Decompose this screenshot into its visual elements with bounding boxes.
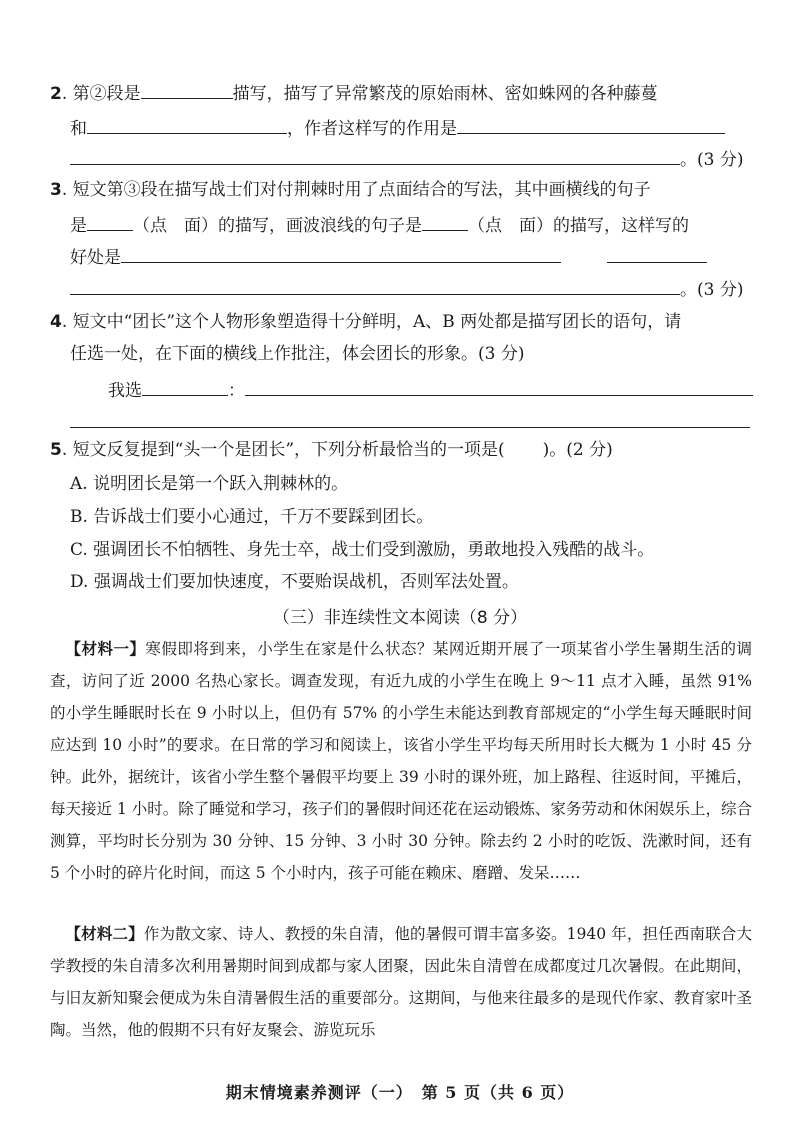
q5-option-a[interactable]: A. 说明团长是第一个跃入荆棘林的。 xyxy=(70,474,349,494)
q3-blank-5[interactable] xyxy=(70,276,680,295)
q5-number: 5 xyxy=(50,440,62,460)
q3-blank-1[interactable] xyxy=(87,212,133,231)
q2-number: 2 xyxy=(50,84,62,104)
q4-choice-blank[interactable] xyxy=(142,377,228,396)
q5-option-d[interactable]: D. 强调战士们要加快速度，不要贻误战机，否则军法处置。 xyxy=(70,572,519,592)
q3-blank-3[interactable] xyxy=(121,244,561,263)
q2-blank-2[interactable] xyxy=(87,115,287,134)
q3-line-4: 。(3 分) xyxy=(70,276,760,302)
q3-blank-2[interactable] xyxy=(422,212,468,231)
q2-line-2: 和 ，作者这样写的作用是 xyxy=(70,115,760,141)
q3-line-1: 3. 短文第③段在描写战士们对付荆棘时用了点面结合的写法，其中画横线的句子 xyxy=(50,180,651,200)
q5-option-b[interactable]: B. 告诉战士们要小心通过，千万不要踩到团长。 xyxy=(70,507,434,527)
material-2-text: 作为散文家、诗人、教授的朱自清，他的暑假可谓丰富多姿。1940 年，担任西南联合大学教授的朱自清多次利用暑期时间到成都与家人团聚，因此朱自清曾在成都度过几次暑假。在此期间，与旧友新知聚会便成为朱自清暑假生活的重要部分。这期间，与他来往最多的是现代作家、教育家叶圣陶。当然，他的假期不只有好友聚会、游览玩乐 xyxy=(50,925,752,1039)
q5-line-1: 5. 短文反复提到“头一个是团长”，下列分析最恰当的一项是( )。(2 分) xyxy=(50,440,613,460)
q2-blank-4[interactable] xyxy=(70,146,680,165)
material-2 xyxy=(50,918,752,1046)
q4-annotation-blank-2[interactable] xyxy=(70,409,750,428)
q3-line-3: 好处是 xyxy=(70,244,760,270)
q2-blank-1[interactable] xyxy=(141,80,233,99)
q4-choice-line: 我选 ： xyxy=(108,377,760,403)
q5-option-c[interactable]: C. 强调团长不怕牺牲、身先士卒，战士们受到激励，勇敢地投入残酷的战斗。 xyxy=(70,540,655,560)
section-title: （三）非连续性文本阅读（8 分） xyxy=(272,608,528,628)
q3-number: 3 xyxy=(50,180,62,200)
q4-line-2: 任选一处，在下面的横线上作批注，体会团长的形象。(3 分) xyxy=(70,344,525,364)
q4-annotation-blank-1[interactable] xyxy=(245,377,753,396)
material-2-tag: 【材料二】 xyxy=(65,925,144,943)
material-1 xyxy=(50,633,752,889)
material-1-tag: 【材料一】 xyxy=(65,640,146,658)
q2-line-1: 2. 第②段是 描写，描写了异常繁茂的原始雨林、密如蛛网的各种藤蔓 xyxy=(50,80,760,106)
q3-blank-4[interactable] xyxy=(607,244,707,263)
q4-annotation-line-2 xyxy=(70,409,760,435)
q3-line-2: 是 （点 面）的描写，画波浪线的句子是 （点 面）的描写，这样写的 xyxy=(70,212,760,238)
q4-number: 4 xyxy=(50,312,62,332)
q2-line-3: 。(3 分) xyxy=(70,146,760,172)
q2-blank-3[interactable] xyxy=(457,115,725,134)
material-1-text: 寒假即将到来，小学生在家是什么状态？某网近期开展了一项某省小学生暑期生活的调查，访问了近 2000 名热心家长。调查发现，有近九成的小学生在晚上 9～11 点才入睡，虽然 91% 的小学生睡眠时长在 9 小时以上，但仍有 57% 的小学生未能达到教育部规定的“小学生每天睡眠时间应达到 10 小时”的要求。在日常的学习和阅读上，该省小学生平均每天所用时长大概为 1 小时 45 分钟。此外，据统计，该省小学生整个暑假平均要上 39 小时的课外班，加上路程、往返时间，平摊后，每天接近 1 小时。除了睡觉和学习，孩子们的暑假时间还花在运动锻炼、家务劳动和休闲娱乐上，综合测算，平均时长分别为 30 分钟、15 分钟、3 小时 30 分钟。除去约 2 小时的吃饭、洗漱时间，还有 5 个小时的碎片化时间，而这 5 个小时内，孩子可能在赖床、磨蹭、发呆…… xyxy=(50,640,752,882)
page-footer: 期末情境素养测评（一） 第 5 页（共 6 页） xyxy=(225,1083,575,1102)
q4-line-1: 4. 短文中“团长”这个人物形象塑造得十分鲜明，A、B 两处都是描写团长的语句，请 xyxy=(50,312,682,332)
